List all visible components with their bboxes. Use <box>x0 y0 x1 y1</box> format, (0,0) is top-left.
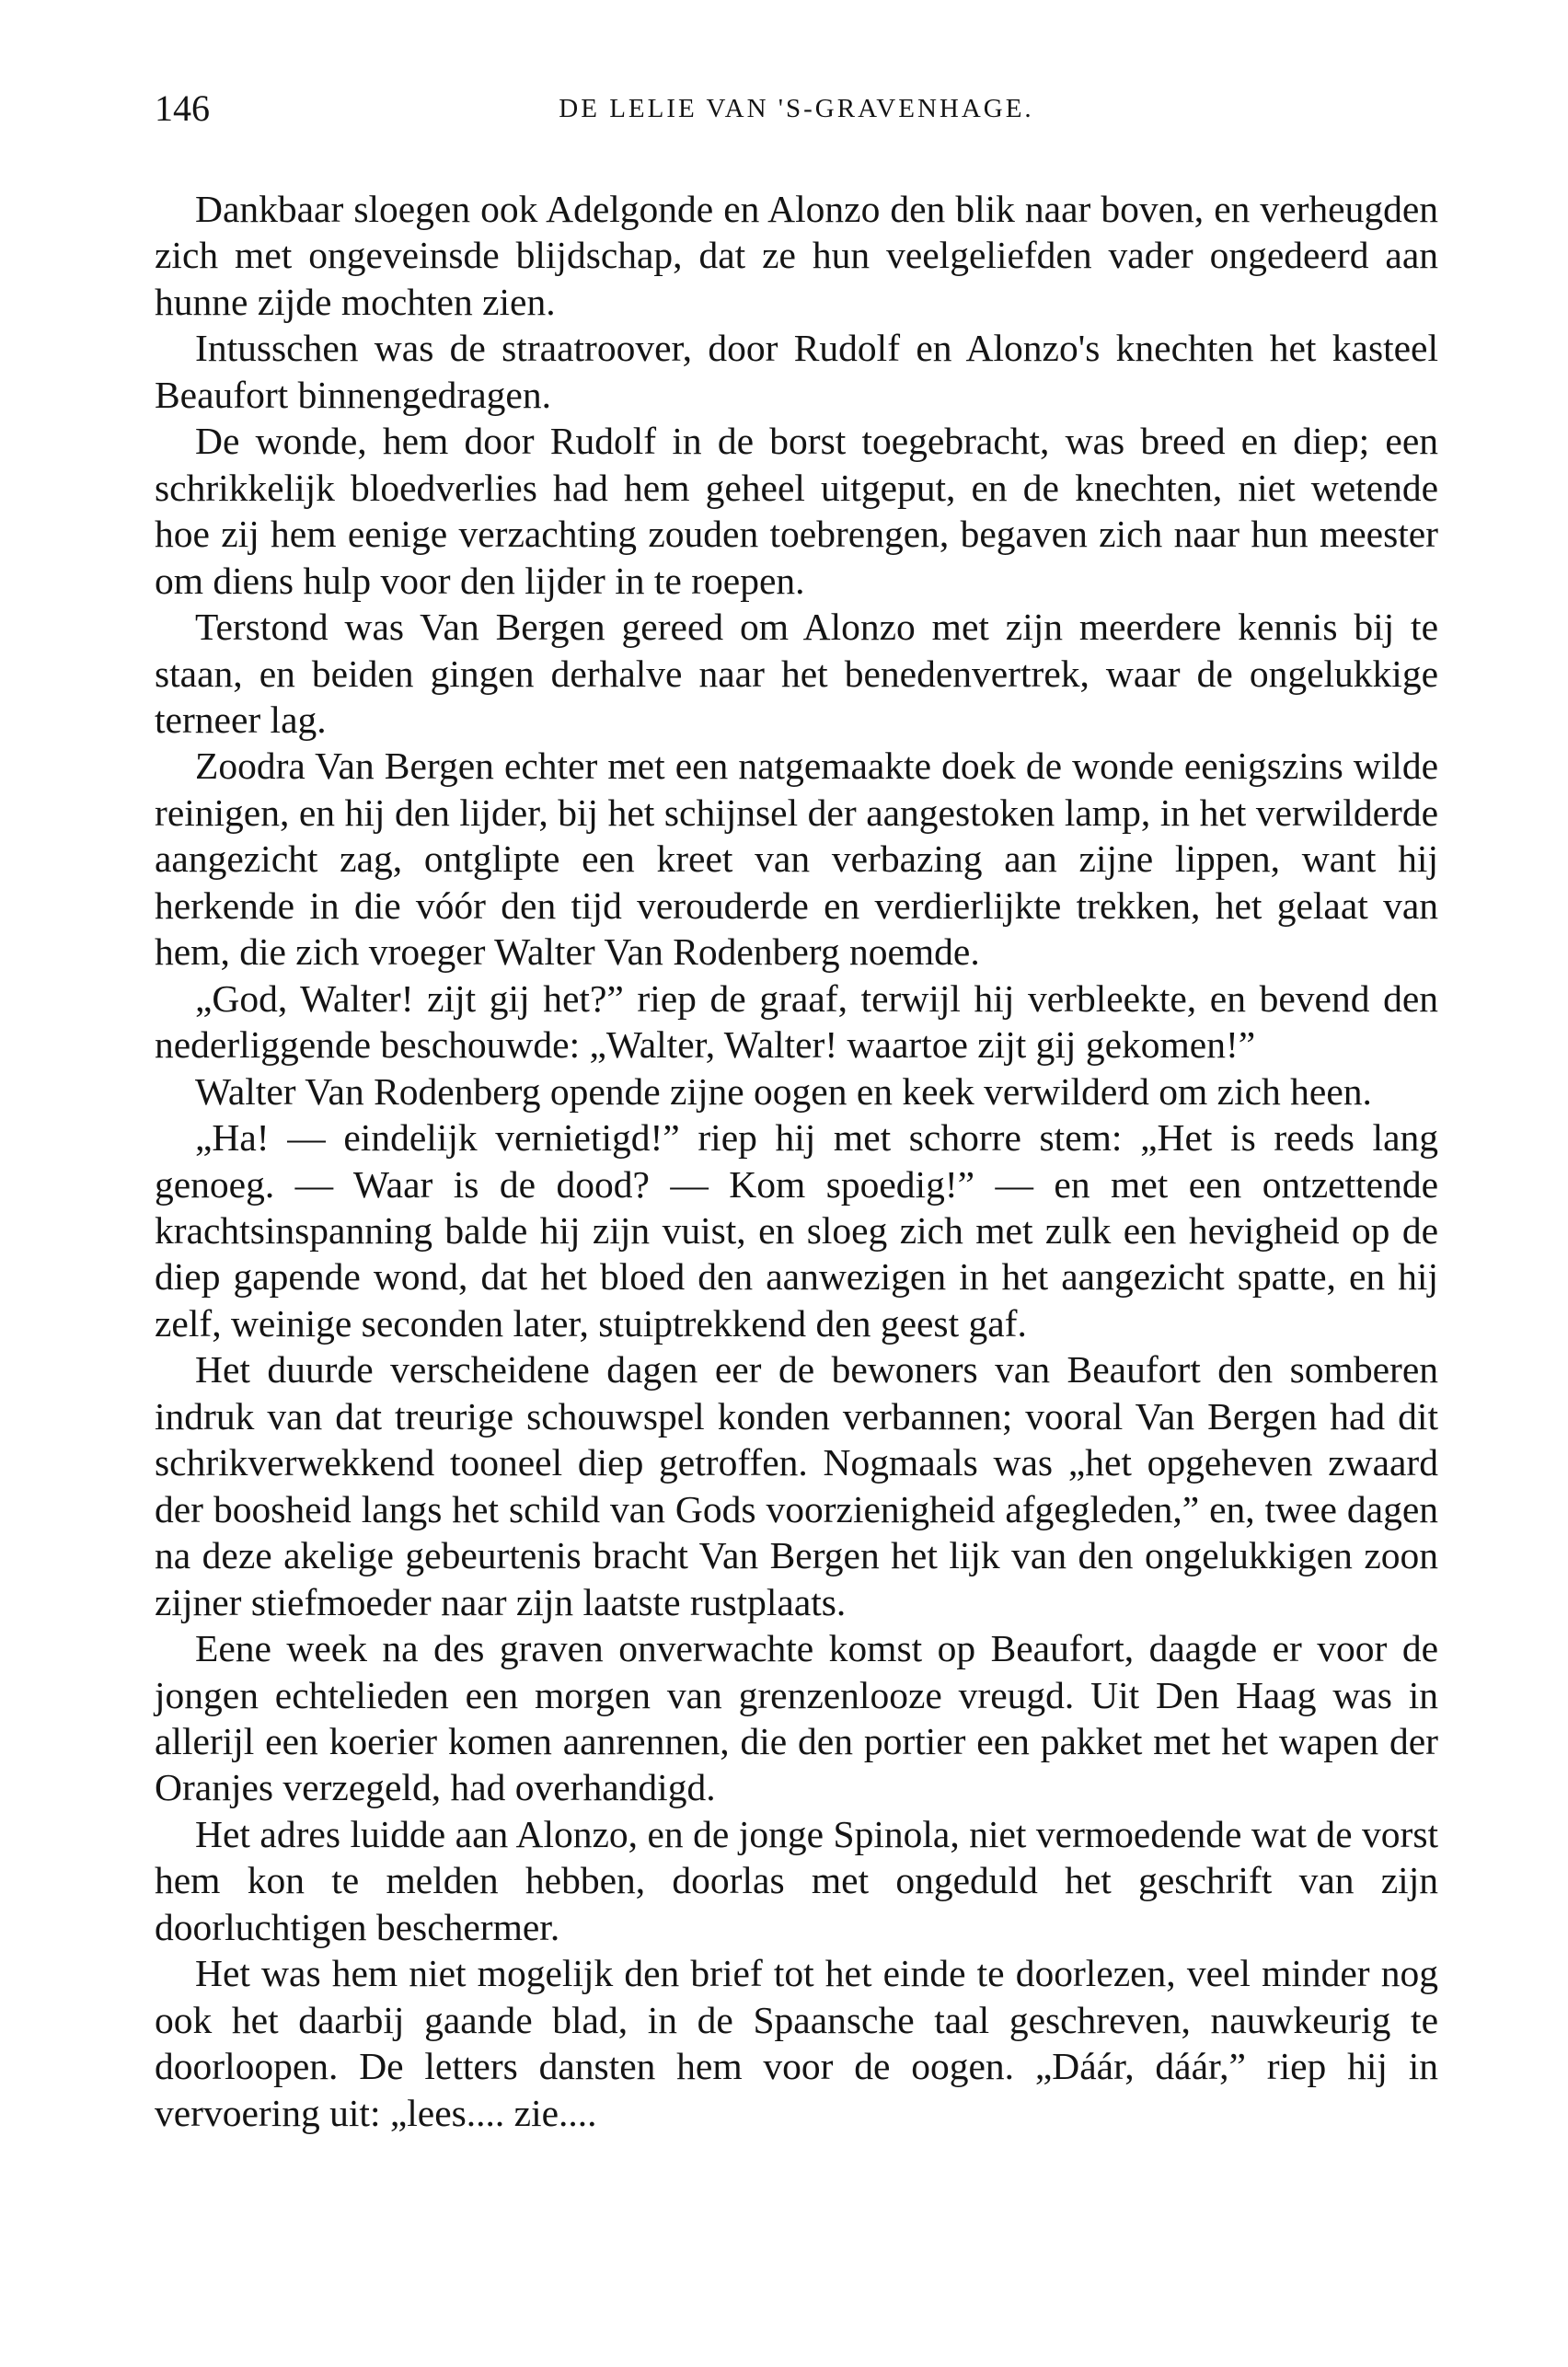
page-number: 146 <box>155 87 210 129</box>
paragraph: Dankbaar sloegen ook Adelgonde en Alonzo den blik naar boven, en verheugden zich met ongeveinsde blijdschap, dat ze hun veelgeliefden vader ongedeerd aan hunne zijde mochten zien. <box>155 188 1438 323</box>
book-page <box>155 81 1438 2136</box>
paragraph: Het adres luidde aan Alonzo, en de jonge Spinola, niet vermoedende wat de vorst hem kon te melden hebben, doorlas met ongeduld het geschrift van zijn doorluchtigen beschermer. <box>155 1812 1438 1948</box>
body-text <box>155 186 1438 2136</box>
paragraph: Intusschen was de straatroover, door Rudolf en Alonzo's knechten het kasteel Beaufort binnengedragen. <box>155 327 1438 416</box>
running-title: DE LELIE VAN 'S-GRAVENHAGE. <box>559 94 1034 123</box>
paragraph: Eene week na des graven onverwachte komst op Beaufort, daagde er voor de jongen echtelieden een morgen van grenzenlooze vreugd. Uit Den Haag was in allerijl een koerier komen aanrennen, die den portier een pakket met het wapen der Oranjes verzegeld, had overhandigd. <box>155 1627 1438 1809</box>
paragraph: „Ha! — eindelijk vernietigd!” riep hij met schorre stem: „Het is reeds lang genoeg. — Waar is de dood? — Kom spoedig!” — en met een ontzettende krachtsinspanning balde hij zijn vuist, en sloeg zich met zulk een hevigheid op de diep gapende wond, dat het bloed den aanwezigen in het aangezicht spatte, en hij zelf, weinige seconden later, stuiptrekkend den geest gaf. <box>155 1116 1438 1345</box>
paragraph: De wonde, hem door Rudolf in de borst toegebracht, was breed en diep; een schrikkelijk bloedverlies had hem geheel uitgeput, en de knechten, niet wetende hoe zij hem eenige verzachting zouden toebrengen, begaven zich naar hun meester om diens hulp voor den lijder in te roepen. <box>155 420 1438 602</box>
paragraph: Walter Van Rodenberg opende zijne oogen en keek verwilderd om zich heen. <box>195 1069 1372 1113</box>
page-header <box>155 81 1438 136</box>
paragraph: Terstond was Van Bergen gereed om Alonzo met zijn meerdere kennis bij te staan, en beiden gingen derhalve naar het benedenvertrek, waar de ongelukkige terneer lag. <box>155 606 1438 741</box>
paragraph: Het duurde verscheidene dagen eer de bewoners van Beaufort den somberen indruk van dat treurige schouwspel konden verbannen; vooral Van Bergen had dit schrikverwekkend tooneel diep getroffen. Nogmaals was „het opgeheven zwaard der boosheid langs het schild van Gods voorzienigheid afgegleden,” en, twee dagen na deze akelige gebeurtenis bracht Van Bergen het lijk van den ongelukkigen zoon zijner stiefmoeder naar zijn laatste rustplaats. <box>155 1348 1438 1623</box>
paragraph: „God, Walter! zijt gij het?” riep de graaf, terwijl hij verbleekte, en bevend den nederliggende beschouwde: „Walter, Walter! waartoe zijt gij gekomen!” <box>155 976 1438 1067</box>
paragraph: Het was hem niet mogelijk den brief tot het einde te doorlezen, veel minder nog ook het daarbij gaande blad, in de Spaansche taal geschreven, nauwkeurig te doorloopen. De letters dansten hem voor de oogen. „Dáár, dáár,” riep hij in vervoering uit: „lees.... zie.... <box>155 1952 1438 2134</box>
paragraph: Zoodra Van Bergen echter met een natgemaakte doek de wonde eenigszins wilde reinigen, en hij den lijder, bij het schijnsel der aangestoken lamp, in het verwilderde aangezicht zag, ontglipte een kreet van verbazing aan zijne lippen, want hij herkende in die vóór den tijd verouderde en verdierlijkte trekken, het gelaat van hem, die zich vroeger Walter Van Rodenberg noemde. <box>155 745 1438 974</box>
